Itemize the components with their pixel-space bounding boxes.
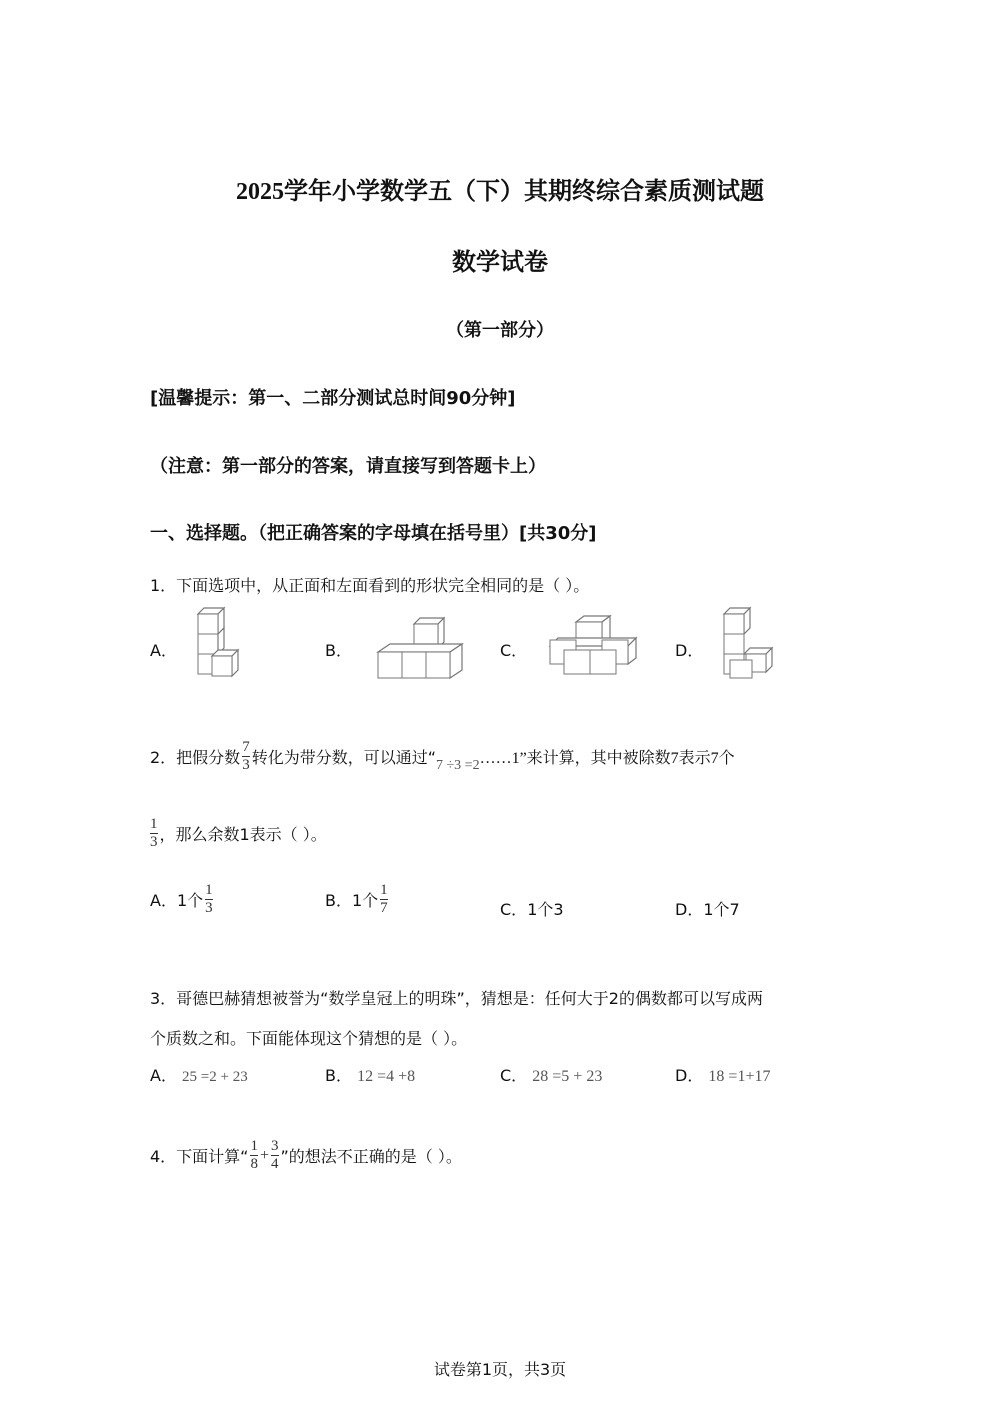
fraction-denominator: 3 — [150, 834, 158, 850]
fraction-denominator: 8 — [250, 1156, 258, 1172]
q4-prefix: 4．下面计算“ — [150, 1147, 249, 1166]
option-formula: 28 =5 + 23 — [532, 1068, 603, 1085]
question-2-line-1 — [150, 738, 735, 774]
q4-suffix: ”的想法不正确的是（ ）。 — [280, 1147, 462, 1166]
fraction — [380, 882, 388, 917]
q2-option-d — [675, 897, 740, 920]
option-label: A． — [150, 891, 177, 910]
q1-option-b-label: B． — [325, 641, 352, 660]
q2-formula: 7 ÷3 =2 — [435, 758, 480, 773]
fraction-numerator: 1 — [150, 816, 158, 832]
fraction-numerator: 1 — [205, 882, 213, 898]
cube-stack-icon — [544, 612, 640, 678]
q1-option-c-label: C． — [500, 641, 528, 660]
fraction-numerator: 1 — [250, 1138, 258, 1154]
time-tip: [温馨提示：第一、二部分测试总时间90分钟] — [150, 388, 516, 409]
cube-stack-icon — [190, 604, 250, 680]
fraction — [150, 816, 158, 851]
option-label: B． — [325, 891, 352, 910]
option-label: D． — [675, 900, 704, 919]
q3-option-b — [325, 1063, 415, 1086]
question-4-text — [150, 1138, 462, 1173]
question-1-text: 1．下面选项中，从正面和左面看到的形状完全相同的是（ ）。 — [150, 576, 590, 595]
q3-option-c — [500, 1063, 602, 1086]
fraction-numerator: 7 — [242, 738, 250, 755]
fraction-numerator: 1 — [380, 882, 388, 898]
cube-stack-icon — [718, 606, 780, 682]
q2-option-c — [500, 897, 564, 920]
section-heading: 一、选择题。（把正确答案的字母填在括号里）[共30分] — [150, 523, 597, 544]
fraction — [242, 739, 250, 774]
fraction — [205, 882, 213, 917]
question-2-line-2 — [150, 816, 327, 851]
part-label: （第一部分） — [446, 320, 554, 341]
q2-suffix: ……1”来计算，其中被除数7表示7个 — [479, 749, 735, 767]
fraction-denominator: 3 — [242, 756, 250, 773]
q2-option-a — [150, 882, 215, 917]
page-footer: 试卷第1页，共3页 — [433, 1360, 567, 1379]
option-text: 1个3 — [527, 900, 564, 919]
q2-option-b — [325, 882, 390, 917]
fraction-denominator: 4 — [271, 1156, 279, 1172]
q3-option-a — [150, 1063, 248, 1086]
option-label: D． — [675, 1066, 704, 1085]
fraction-numerator: 3 — [271, 1138, 279, 1154]
fraction-denominator: 7 — [380, 900, 388, 916]
option-label: C． — [500, 1066, 528, 1085]
option-text: 1个7 — [703, 900, 740, 919]
option-text: 1个 — [351, 891, 379, 910]
fraction — [250, 1138, 258, 1173]
q2-mid: 转化为带分数，可以通过“ — [251, 747, 436, 767]
option-formula: 12 =4 +8 — [357, 1068, 416, 1085]
option-label: A． — [150, 1066, 177, 1085]
answer-note: （注意：第一部分的答案，请直接写到答题卡上） — [150, 456, 546, 477]
question-3-line-1: 3．哥德巴赫猜想被誉为“数学皇冠上的明珠”，猜想是：任何大于2的偶数都可以写成两 — [150, 989, 763, 1008]
option-text: 1个 — [176, 891, 204, 910]
option-formula: 25 =2 + 23 — [182, 1069, 248, 1085]
option-label: C． — [500, 900, 528, 919]
page-subtitle: 数学试卷 — [452, 250, 548, 276]
q1-option-a-label: A． — [150, 641, 177, 660]
fraction-denominator: 3 — [205, 900, 213, 916]
option-formula: 18 =1+17 — [708, 1068, 771, 1085]
cube-stack-icon — [374, 614, 468, 680]
q2-prefix: 2．把假分数 — [150, 747, 241, 767]
question-3-line-2: 个质数之和。下面能体现这个猜想的是（ ）。 — [150, 1029, 468, 1048]
fraction — [271, 1138, 279, 1173]
q2-line2-text: ，那么余数1表示（ ）。 — [159, 825, 327, 844]
q1-option-d-label: D． — [675, 641, 704, 660]
q3-option-d — [675, 1063, 770, 1086]
option-label: B． — [325, 1066, 352, 1085]
plus-sign: + — [259, 1146, 270, 1164]
page-title: 2025学年小学数学五（下）其期终综合素质测试题 — [236, 179, 764, 205]
